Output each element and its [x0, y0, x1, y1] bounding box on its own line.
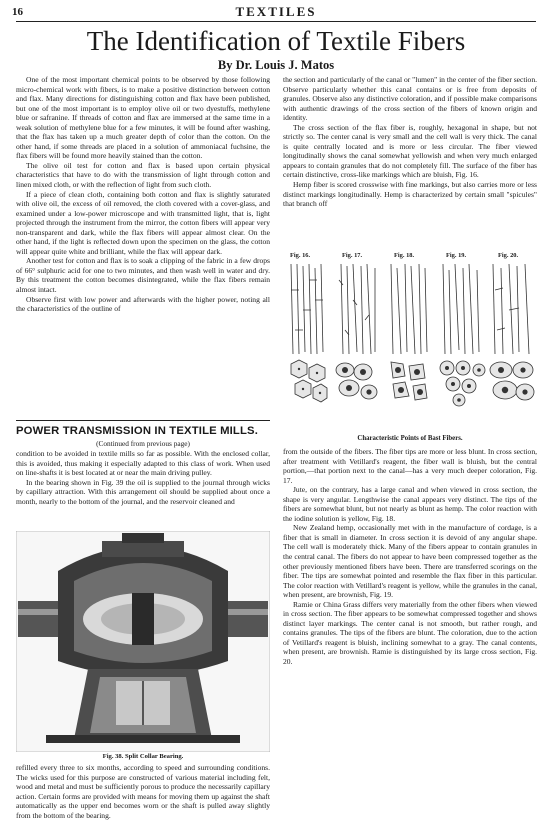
paragraph: Ramie or China Grass differs very materially from the other fibers when viewed in cross section. The fiber appears to be somewhat compressed together and shows distinct layer markings. The center canal is not smooth, but rather rough, and contains granules. The tips of the fibers are blunt. The coloration, due to the action of Vetillard's reagent is bluish, inclining somewhat to a gray. The canal contents, when present, are brownish. Ramie is distinguished by its large cross section, Fig. 20.: [283, 599, 537, 667]
paragraph: Jute, on the contrary, has a large canal and when viewed in cross section, the shape is very angular. Lengthwise the canal appears very distinct. The tips of the fibers are somewhat blunt, but not nearly as blunt as hemp. The color reaction with the iodine solution is yellow, Fig. 18.: [283, 485, 537, 523]
power-article-column: [16, 449, 270, 506]
paragraph: In the bearing shown in Fig. 39 the oil is supplied to the journal through wicks by capillary attraction. With this arrangement oil should be supplied about once a month, nearly to the bottom of the journal, and the reservoir cleaned and: [16, 477, 270, 506]
paragraph: New Zealand hemp, occasionally met with in the manufacture of cordage, is a fiber that is small in diameter. In cross section it is devoid of any angular shape. The cell wall is moderately thick. Many of the fibers appear to contain granules in the central canal. The fibers do not appear to have been compressed together as the other previously mentioned fibers have been. There are transferred scorings on the fiber. The tips are somewhat pointed and resemble the flax fiber in this particular. The color reaction with Vetillard's reagent is yellow, while the granules in the canal, when present, are brownish, Fig. 19.: [283, 523, 537, 600]
article-title: The Identification of Textile Fibers: [86, 26, 466, 56]
fig-17-label: Fig. 17.: [342, 252, 363, 259]
paragraph: condition to be avoided in textile mills so far as possible. With the enclosed collar, this is avoided, thus making it especially adapted to this class of work. When used on line-shafts it is best located at or near the main driving pulley.: [16, 449, 270, 478]
paragraph: One of the most important chemical points to be observed by those following micro-chemical work with fibers, is to make a positive distinction between cotton and flax. Many directions for distinguishing cotton and flax have been published, but one of the most important is to employ olive oil or two dyestuffs, methylene blue or safranine. If threads of cotton and flax are immersed at the same time in a weak solution of methylene blue for a few minutes, it will be found after washing, that the flax has taken up a much greater depth of color than the cotton. On the other hand, if some threads are placed in a solution of ammoniacal fuchsine, the flax fibers will be found more heavily stained than the cotton.: [16, 75, 270, 161]
section-rule: [16, 420, 270, 421]
paragraph: The olive oil test for cotton and flax is based upon certain physical characteristics that have to do with the transmission of light through cotton and linen mixed cloth, or with the reflection of light from such cloth.: [16, 160, 270, 190]
power-article-after: [16, 763, 270, 820]
paragraph: from the outside of the fibers. The fiber tips are more or less blunt. In cross section, after treatment with Vetillard's reagent, the fiber wall is bluish, but the central portion,—that portion next to the canal—has a very much deeper coloration, Fig. 17.: [283, 447, 537, 485]
fibers-figure-caption: Characteristic Points of Bast Fibers.: [357, 435, 463, 442]
paragraph: Hemp fiber is scored crosswise with fine markings, but also carries more or less distinct markings longitudinally. Hemp is characterized by certain small "spicules" that branch off: [283, 180, 537, 209]
bast-fibers-figure: [283, 260, 537, 432]
header-rule: [16, 21, 536, 22]
article-right-column-lower: [283, 447, 537, 667]
paragraph: Observe first with low power and afterwards with the higher power, noting all the characteristics of the outline of: [16, 294, 270, 314]
paragraph: the section and particularly of the canal or "lumen" in the center of the fiber section. Observe particularly whether this canal contains or is free from deposits of granules. Observe also any distinctive coloration, and if possible make comparisons with authentic drawings of the cross section of the fibers of known origin and identity.: [283, 75, 537, 123]
bearing-figure-caption: Fig. 38. Split Collar Bearing.: [102, 753, 184, 760]
fig-16-label: Fig. 16.: [290, 252, 311, 259]
section-heading: POWER TRANSMISSION IN TEXTILE MILLS.: [16, 425, 259, 437]
split-collar-bearing-figure: [16, 531, 270, 752]
fig-20-label: Fig. 20.: [498, 252, 519, 259]
paragraph: The cross section of the flax fiber is, roughly, hexagonal in shape, but not strictly so. The center canal is very small and the cell wall is very thick. The canal is quite centrally located and is more or less circular. The fiber viewed longitudinally shows the canal somewhat yellowish and when very much enlarged appears to contain granules that do not completely fill. The surface of the fiber has certain distinctive, cross-like markings which are bluish, Fig. 16.: [283, 122, 537, 180]
page-number: 16: [12, 6, 23, 18]
continued-note: (Continued from previous page): [96, 439, 190, 448]
paragraph: If a piece of clean cloth, containing both cotton and flax is slightly saturated with olive oil, the excess of oil removed, the cloth covered with a cover-glass, and examined under a low-power microscope and with transmitted light, that is, light projected through the instrument from the mirror, the cotton fibers will appear very non-transparent and dark, while the flax fibers will appear almost clear. On the other hand, if the light is reflected down upon the specimen on the glass, the cotton will appear quite white and brilliant, while the flax will appear dark.: [16, 189, 270, 256]
article-right-column: [283, 75, 537, 209]
paragraph: Another test for cotton and flax is to soak a clipping of the fabric in a few drops of 66° sulphuric acid for one to two minutes, and then wash well in water and dry. By this treatment the cotton becomes disintegrated, while the flax fibers remain almost intact.: [16, 256, 270, 295]
running-head: TEXTILES: [235, 4, 317, 19]
paragraph: refilled every three to six months, according to speed and surrounding conditions. The wicks used for this purpose are constructed of various material including felt, wood and metal and must be sufficiently porous to produce the necessarily capillary action. Certain forms are provided with means for moving them up against the shaft automatically as the upper end becomes worn or the shaft is pulled away slightly from the bottom of the bearing.: [16, 763, 270, 820]
fig-19-label: Fig. 19.: [446, 252, 467, 259]
article-byline: By Dr. Louis J. Matos: [217, 58, 335, 72]
article-left-column: [16, 75, 270, 314]
fig-18-label: Fig. 18.: [394, 252, 415, 259]
